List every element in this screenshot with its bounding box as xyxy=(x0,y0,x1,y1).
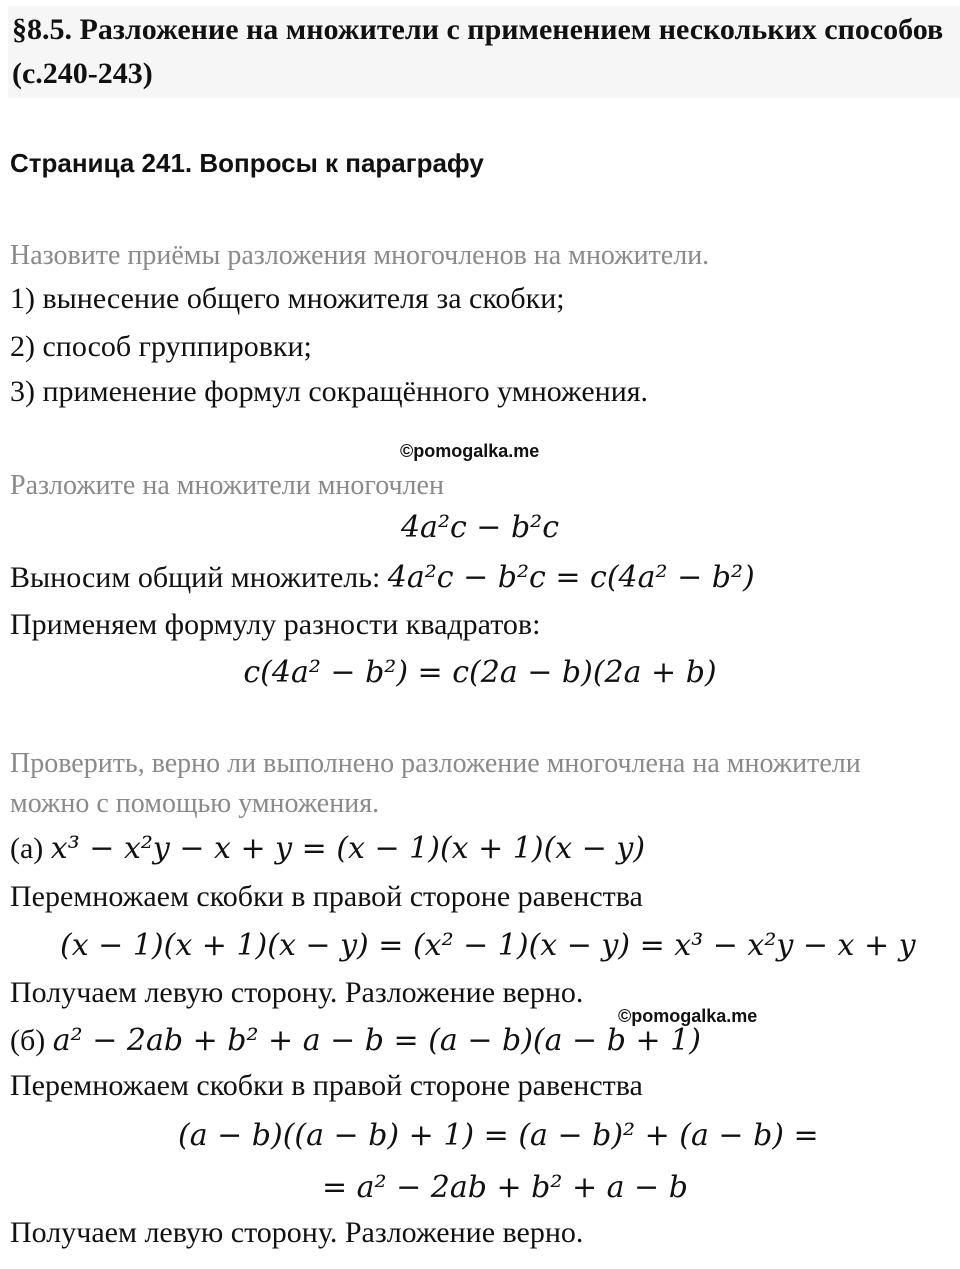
part-a-step: Перемножаем скобки в правой стороне равенства xyxy=(10,880,643,913)
expression: 4a²c − b²c xyxy=(400,510,560,545)
question-3-line-2: можно с помощью умножения. xyxy=(10,788,380,819)
section-header xyxy=(8,6,960,98)
watermark: ©pomogalka.me xyxy=(618,1006,758,1026)
step-label: Выносим общий множитель: xyxy=(10,561,388,594)
part-a-calc: (x − 1)(x + 1)(x − y) = (x² − 1)(x − y) = x³ − x²y − x + y xyxy=(60,928,916,963)
part-b-calc-2: = a² − 2ab + b² + a − b xyxy=(322,1170,688,1205)
part-b-calc-1: (a − b)((a − b) + 1) = (a − b)² + (a − b) = xyxy=(178,1118,819,1153)
part-a-result: Получаем левую сторону. Разложение верно. xyxy=(10,976,584,1009)
part-b-expr: a² − 2ab + b² + a − b = (a − b)(a − b + 1) xyxy=(52,1023,701,1058)
question-2: Разложите на множители многочлен xyxy=(10,470,444,501)
part-a-expr: x³ − x²y − x + y = (x − 1)(x + 1)(x − y) xyxy=(50,831,646,866)
question-3-line-1: Проверить, верно ли выполнено разложение многочлена на множители xyxy=(10,748,861,779)
page-heading: Страница 241. Вопросы к параграфу xyxy=(10,148,484,178)
step-math: 4a²c − b²c = c(4a² − b²) xyxy=(387,560,755,595)
answer-item-3: 3) применение формул сокращённого умножения. xyxy=(10,375,649,408)
part-b-step: Перемножаем скобки в правой стороне равенства xyxy=(10,1069,643,1102)
part-b xyxy=(10,1023,701,1058)
step-common-factor xyxy=(10,560,755,595)
step-diff-squares-label: Применяем формулу разности квадратов: xyxy=(10,608,541,641)
part-a-label: (а) xyxy=(10,832,51,865)
part-b-label: (б) xyxy=(10,1024,53,1057)
section-title: §8.5. Разложение на множители с применением нескольких способов (с.240-243) xyxy=(12,13,944,90)
part-a xyxy=(10,831,645,866)
question-1: Назовите приёмы разложения многочленов на множители. xyxy=(10,240,710,271)
step-diff-squares-math: c(4a² − b²) = c(2a − b)(2a + b) xyxy=(243,655,717,690)
answer-item-2: 2) способ группировки; xyxy=(10,330,312,363)
part-b-result: Получаем левую сторону. Разложение верно. xyxy=(10,1216,584,1249)
watermark: ©pomogalka.me xyxy=(400,441,540,461)
answer-item-1: 1) вынесение общего множителя за скобки; xyxy=(10,282,565,315)
